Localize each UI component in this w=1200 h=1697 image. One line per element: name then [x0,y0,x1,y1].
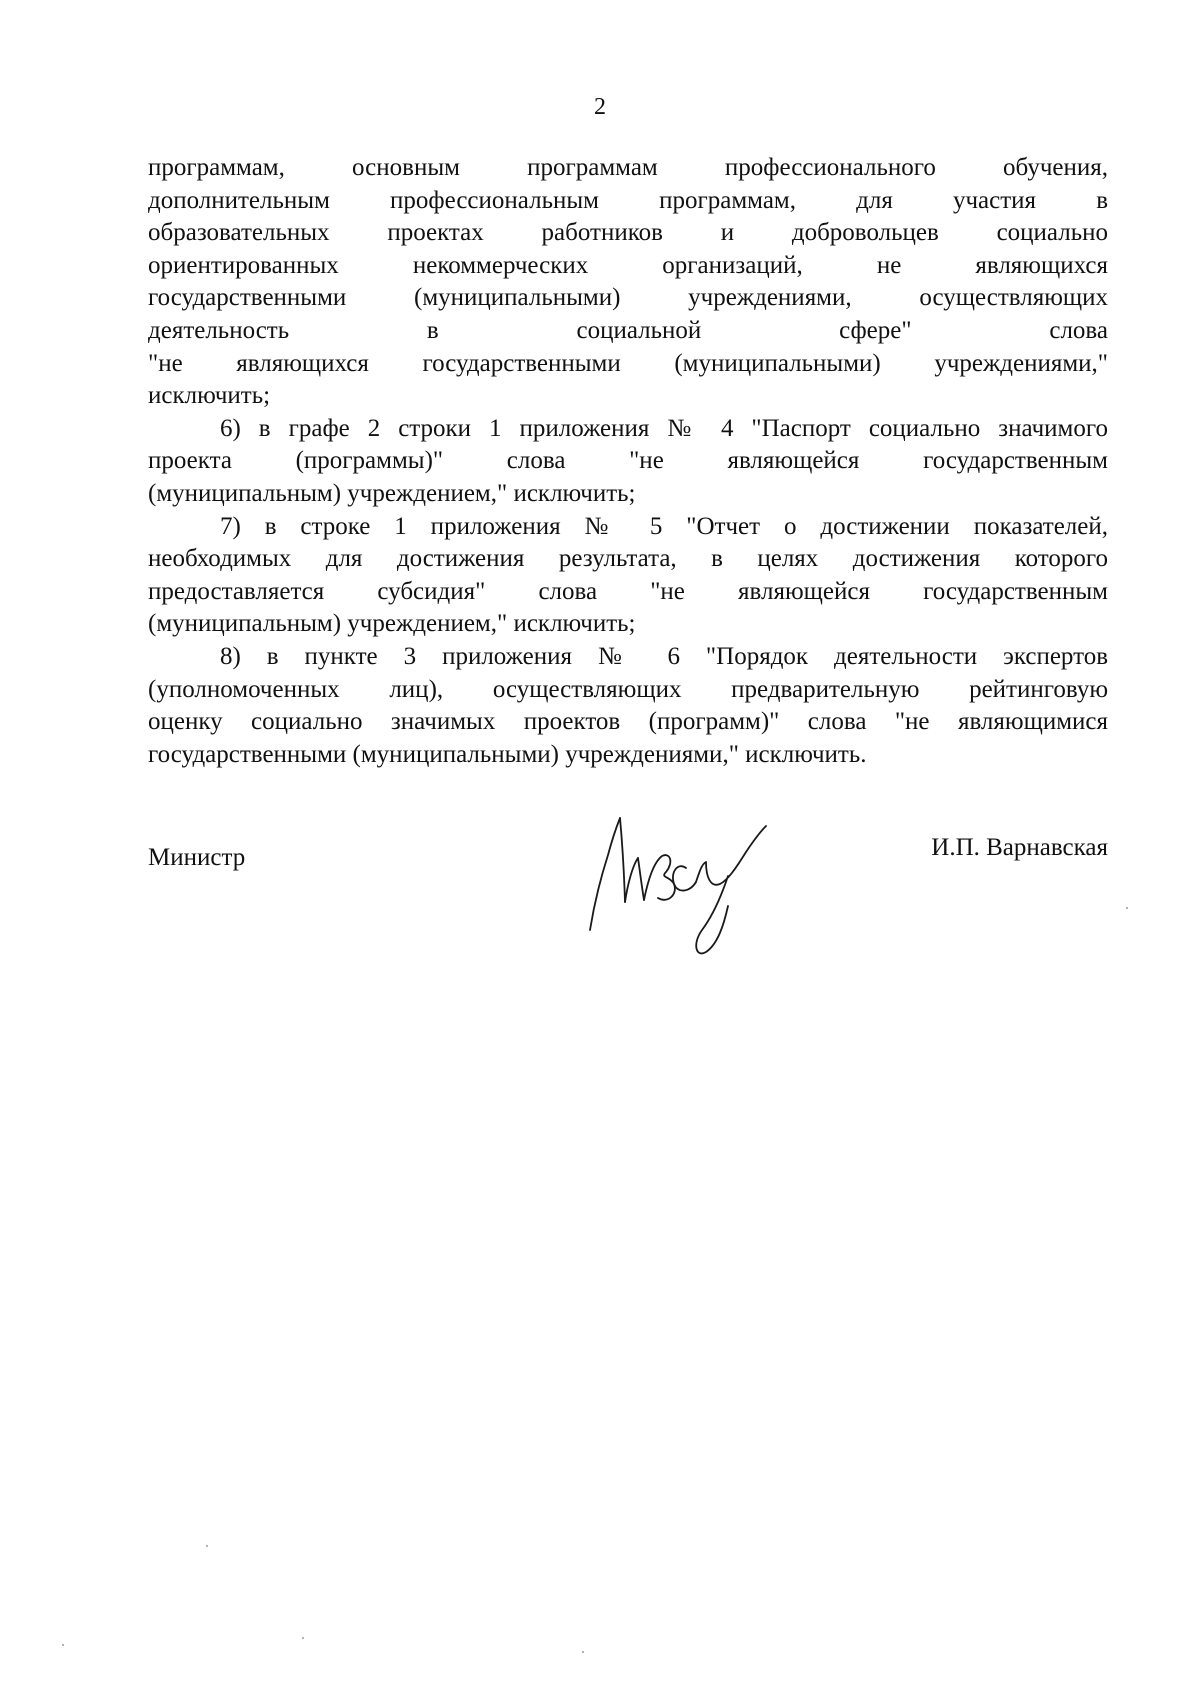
body-line-item-6: 6) в графе 2 строки 1 приложения № 4 "Паспорт социально значимого [220,414,1108,442]
body-line: "не являющихся государственными (муниципальными) учреждениями," [148,349,1108,377]
body-line: образовательных проектах работников и добровольцев социально [148,219,1108,247]
handwritten-signature [578,810,778,960]
body-line: (муниципальным) учреждением," исключить; [148,479,636,507]
body-line: проекта (программы)" слова "не являющейся государственным [148,447,1108,475]
body-line: дополнительным профессиональным программам, для участия в [148,186,1108,214]
body-line: государственными (муниципальными) учреждениями," исключить. [148,740,867,768]
signature-block [148,832,1108,972]
signatory-role: Министр [148,844,246,871]
body-line: необходимых для достижения результата, в целях достижения которого [148,545,1108,573]
body-line: (муниципальным) учреждением," исключить; [148,610,636,638]
body-line: оценку социально значимых проектов (программ)" слова "не являющимися [148,708,1108,736]
body-line: предоставляется субсидия" слова "не являющейся государственным [148,577,1108,605]
body-line-item-7: 7) в строке 1 приложения № 5 "Отчет о достижении показателей, [220,512,1108,540]
body-line: деятельность в социальной сфере" слова [148,316,1108,344]
body-line: государственными (муниципальными) учреждениями, осуществляющих [148,284,1108,312]
scan-speck [302,1637,304,1639]
scan-speck [206,1545,208,1547]
scan-speck [1126,907,1128,909]
body-line: ориентированных некоммерческих организаций, не являющихся [148,251,1108,279]
document-body [148,152,1108,771]
body-line-item-8: 8) в пункте 3 приложения № 6 "Порядок деятельности экспертов [220,642,1108,670]
signatory-name: И.П. Варнавская [931,834,1108,861]
scan-speck [582,1651,584,1653]
body-line: программам, основным программам профессионального обучения, [148,154,1108,181]
body-line: (уполномоченных лиц), осуществляющих предварительную рейтинговую [148,675,1108,703]
page-number: 2 [594,94,606,120]
body-line: исключить; [148,382,271,410]
scan-speck [62,1644,64,1646]
